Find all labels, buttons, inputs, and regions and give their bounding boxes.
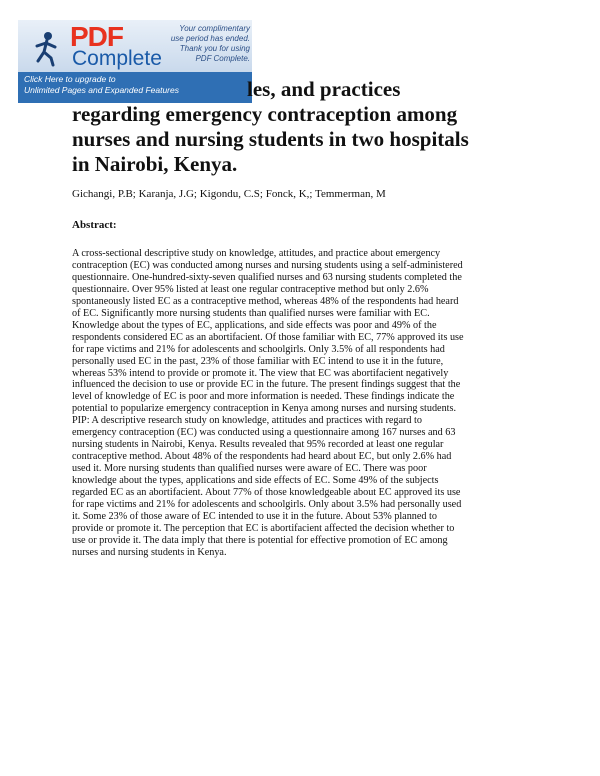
- promo-line: Thank you for using: [179, 44, 250, 53]
- abstract-line: PIP: A descriptive research study on knowledge, attitudes and practices with regard to: [72, 415, 422, 427]
- abstract-line: use or provide it. The data imply that there is potential for effective promotion of EC among: [72, 534, 448, 546]
- cta-line[interactable]: Unlimited Pages and Expanded Features: [24, 85, 179, 95]
- abstract-line: provide or promote it. The perception that EC is abortifacient affected the decision whether to: [72, 522, 455, 534]
- abstract-line: for rape victims and 21% for adolescents and schoolgirls. Only 3.5% of all respondents had: [72, 343, 445, 355]
- running-person-icon: [28, 28, 68, 68]
- banner-pdf-text: PDF: [70, 21, 123, 52]
- abstract-line: potential to popularize emergency contraception in Kenya among nurses and nursing students.: [72, 403, 457, 415]
- abstract-line: personally used EC in the past, 23% of those familiar with EC intend to use it in the future,: [72, 355, 444, 367]
- abstract-line: knowledge about the types, applications and side effects of EC. Some 49% of the subjects: [72, 475, 439, 487]
- abstract-line: emergency contraception (EC) was conducted using a questionnaire among 167 nurses and 63: [72, 427, 456, 439]
- abstract-line: it. Some 23% of those aware of EC intended to use it in the future. About 53% planned to: [72, 510, 437, 522]
- abstract-line: contraceptive method. About 48% of the respondents had heard about EC, but only 2.6% had: [72, 451, 452, 463]
- abstract-line: nurses and nursing students in Kenya.: [72, 546, 227, 558]
- promo-line: Your complimentary: [179, 24, 250, 33]
- author-list: Gichangi, P.B; Karanja, J.G; Kigondu, C.S; Fonck, K,; Temmerman, M: [72, 188, 386, 200]
- abstract-line: influenced the decision to use or provide EC in the future. The present findings suggest that the: [72, 379, 461, 391]
- abstract-line: whereas 53% intend to provide or promote it. The view that EC was abortifacient negatively: [72, 367, 449, 379]
- abstract-line: nursing students in Nairobi, Kenya. Results revealed that 95% recorded at least one regular: [72, 439, 444, 451]
- title-line: in Nairobi, Kenya.: [72, 152, 238, 176]
- promo-line: PDF Complete.: [195, 54, 250, 63]
- banner-promo-text: [150, 24, 250, 64]
- document-title: [72, 77, 542, 177]
- title-line: les, and practices: [247, 77, 401, 101]
- abstract-line: questionnaire. One-hundred-sixty-seven qualified nurses and 63 nursing students completed the: [72, 271, 462, 283]
- abstract-line: questionnaire. Over 95% listed at least one regular contraceptive method but only 2.6%: [72, 283, 429, 295]
- abstract-line: of EC. Significantly more nursing students than qualified nurses were familiar with EC.: [72, 307, 430, 319]
- abstract-heading: Abstract:: [72, 219, 117, 231]
- abstract-line: contraception (EC) was conducted among nurses and nursing students using a self-administered: [72, 259, 463, 271]
- abstract-line: used it. More nursing students than qualified nurses were aware of EC. There was poor: [72, 463, 427, 475]
- abstract-line: level of knowledge of EC is poor and more information is needed. These findings indicate the: [72, 391, 455, 403]
- banner-complete-text: Complete: [72, 47, 162, 70]
- abstract-line: respondents considered EC as an abortifacient. Of those familiar with EC, 77% approved its use: [72, 331, 464, 343]
- promo-line: use period has ended.: [170, 34, 250, 43]
- abstract-line: A cross-sectional descriptive study on knowledge, attitudes, and practice about emergency: [72, 248, 441, 259]
- abstract-line: Knowledge about the types of EC, applications, and side effects was poor and 49% of the: [72, 319, 437, 331]
- abstract-body: [72, 248, 542, 559]
- cta-line[interactable]: Click Here to upgrade to: [24, 74, 116, 84]
- title-line: regarding emergency contraception among: [72, 102, 458, 126]
- title-line: nurses and nursing students in two hospitals: [72, 127, 469, 151]
- banner-logo-area: [18, 20, 252, 72]
- abstract-line: for rape victims and 21% for adolescents and schoolgirls. Only about 3.5% had personally used: [72, 499, 462, 511]
- abstract-line: regarded EC as an abortifacient. About 77% of those knowledgeable about EC approved its use: [72, 487, 461, 499]
- abstract-line: spontaneously listed EC as a contraceptive method, whereas 48% of the respondents had heard: [72, 295, 459, 307]
